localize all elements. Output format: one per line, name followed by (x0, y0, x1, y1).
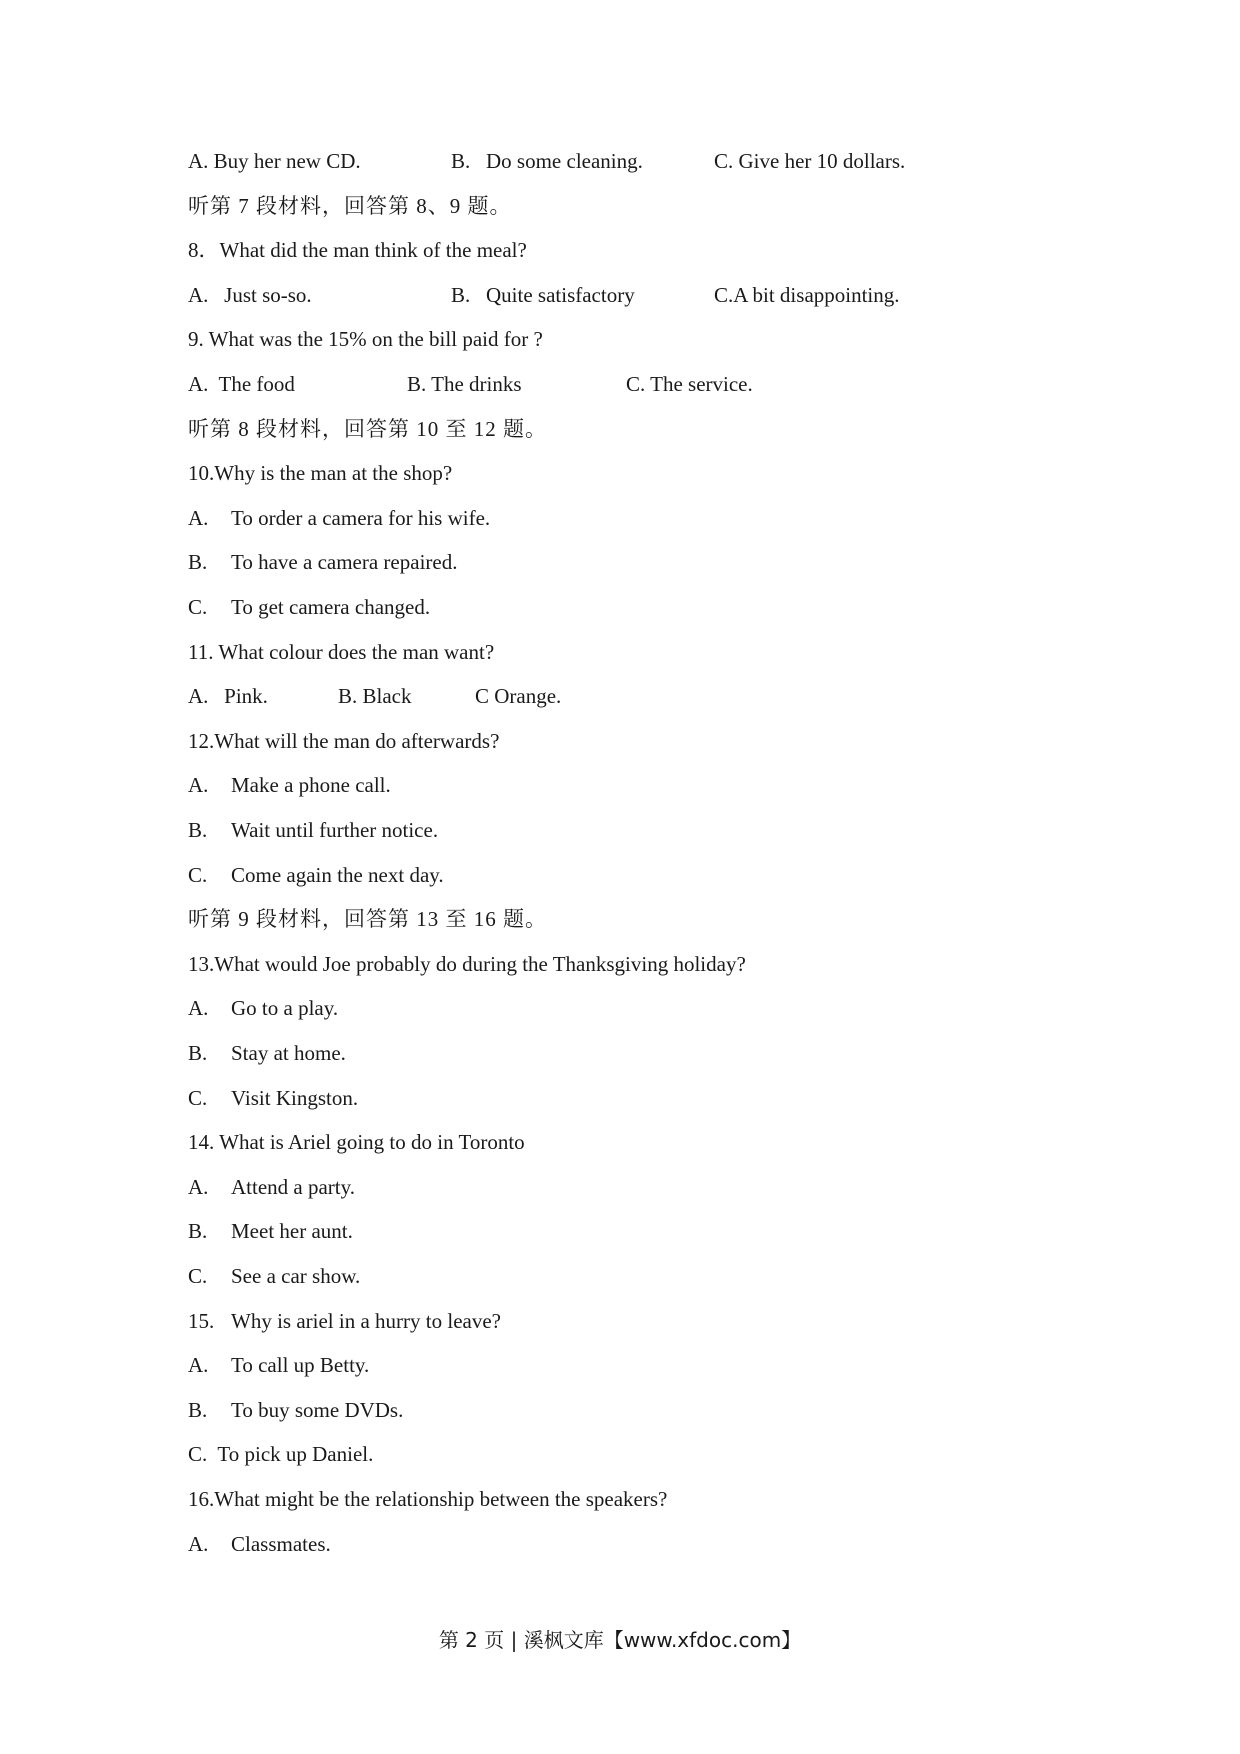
option-row (188, 147, 1088, 175)
answer-option: C. The service. (626, 372, 753, 396)
choice-text: To buy some DVDs. (231, 1397, 404, 1422)
choice-label: A. (188, 1174, 209, 1199)
question-text: 9. What was the 15% on the bill paid for ? (188, 327, 543, 352)
choice-text: To call up Betty. (231, 1353, 370, 1378)
answer-option: C Orange. (475, 684, 562, 709)
choice-label: C. (188, 595, 208, 619)
answer-choice (188, 1084, 1088, 1112)
choice-text: Visit Kingston. (231, 1085, 359, 1110)
answer-choice (188, 504, 1088, 532)
choice-text: See a car show. (231, 1264, 361, 1288)
choice-label: A. (188, 996, 209, 1021)
answer-option: C. Give her 10 dollars. (714, 149, 906, 173)
choice-label: B. (188, 818, 208, 842)
option-row (188, 370, 1088, 398)
choice-label: C. (188, 1264, 208, 1288)
choice-text: Make a phone call. (231, 773, 391, 798)
choice-label: C. (188, 862, 208, 887)
choice-text: To order a camera for his wife. (231, 505, 491, 530)
choice-text: To have a camera repaired. (231, 550, 458, 575)
option-row (188, 281, 1088, 309)
answer-choice (188, 1262, 1088, 1290)
question-text: 12.What will the man do afterwards? (188, 728, 500, 753)
answer-option: B. Black (338, 684, 412, 709)
choice-text: Come again the next day. (231, 862, 444, 887)
choice-label: B. (188, 1219, 208, 1244)
answer-choice (188, 593, 1088, 621)
answer-choice (188, 1039, 1088, 1067)
answer-choice (188, 1307, 1088, 1335)
question-text: 14. What is Ariel going to do in Toronto (188, 1130, 525, 1155)
choice-label: A. (188, 1531, 209, 1556)
choice-text: Go to a play. (231, 996, 339, 1021)
choice-label: 15. (188, 1308, 215, 1333)
question-text: 16.What might be the relationship between the speakers? (188, 1487, 668, 1511)
answer-choice (188, 1530, 1088, 1558)
answer-choice (188, 1173, 1088, 1201)
answer-option: B. The drinks (407, 372, 522, 396)
answer-choice (188, 816, 1088, 844)
section-instruction: 听第 9 段材料，回答第 13 至 16 题。 (188, 907, 547, 932)
section-instruction: 听第 8 段材料，回答第 10 至 12 题。 (188, 416, 547, 441)
choice-text: Why is ariel in a hurry to leave? (231, 1308, 501, 1333)
answer-choice (188, 771, 1088, 799)
answer-option: A. The food (188, 372, 295, 396)
choice-text: Classmates. (231, 1531, 331, 1556)
answer-option: A. Just so-so. (188, 282, 312, 307)
choice-label: B. (188, 1397, 208, 1422)
answer-choice (188, 1217, 1088, 1245)
question-text: C. To pick up Daniel. (188, 1442, 374, 1467)
choice-text: Attend a party. (231, 1174, 356, 1199)
answer-choice (188, 1351, 1088, 1379)
choice-label: C. (188, 1085, 208, 1110)
answer-option: B. Do some cleaning. (451, 149, 643, 173)
choice-text: To get camera changed. (231, 595, 431, 619)
page-footer: 第 2 页 | 溪枫文库【www.xfdoc.com】 (438, 1628, 802, 1652)
choice-label: A. (188, 773, 209, 798)
answer-choice (188, 861, 1088, 889)
question-text: 13.What would Joe probably do during the Thanksgiving holiday? (188, 951, 746, 976)
choice-text: Wait until further notice. (231, 818, 439, 842)
question-text: 10.Why is the man at the shop? (188, 461, 453, 486)
question-text: 11. What colour does the man want? (188, 639, 495, 664)
choice-label: B. (188, 1041, 208, 1065)
answer-choice (188, 1396, 1088, 1424)
answer-option: C.A bit disappointing. (714, 282, 900, 307)
choice-label: A. (188, 1353, 209, 1378)
choice-text: Stay at home. (231, 1041, 346, 1065)
answer-choice (188, 548, 1088, 576)
answer-option: A. Buy her new CD. (188, 149, 361, 173)
option-row (188, 682, 1088, 710)
question-text: 8．What did the man think of the meal? (188, 238, 527, 263)
answer-option: A. Pink. (188, 684, 268, 709)
section-instruction: 听第 7 段材料，回答第 8、9 题。 (188, 193, 512, 218)
choice-text: Meet her aunt. (231, 1219, 353, 1244)
choice-label: B. (188, 550, 208, 575)
answer-option: B. Quite satisfactory (451, 282, 635, 307)
answer-choice (188, 994, 1088, 1022)
choice-label: A. (188, 505, 209, 530)
